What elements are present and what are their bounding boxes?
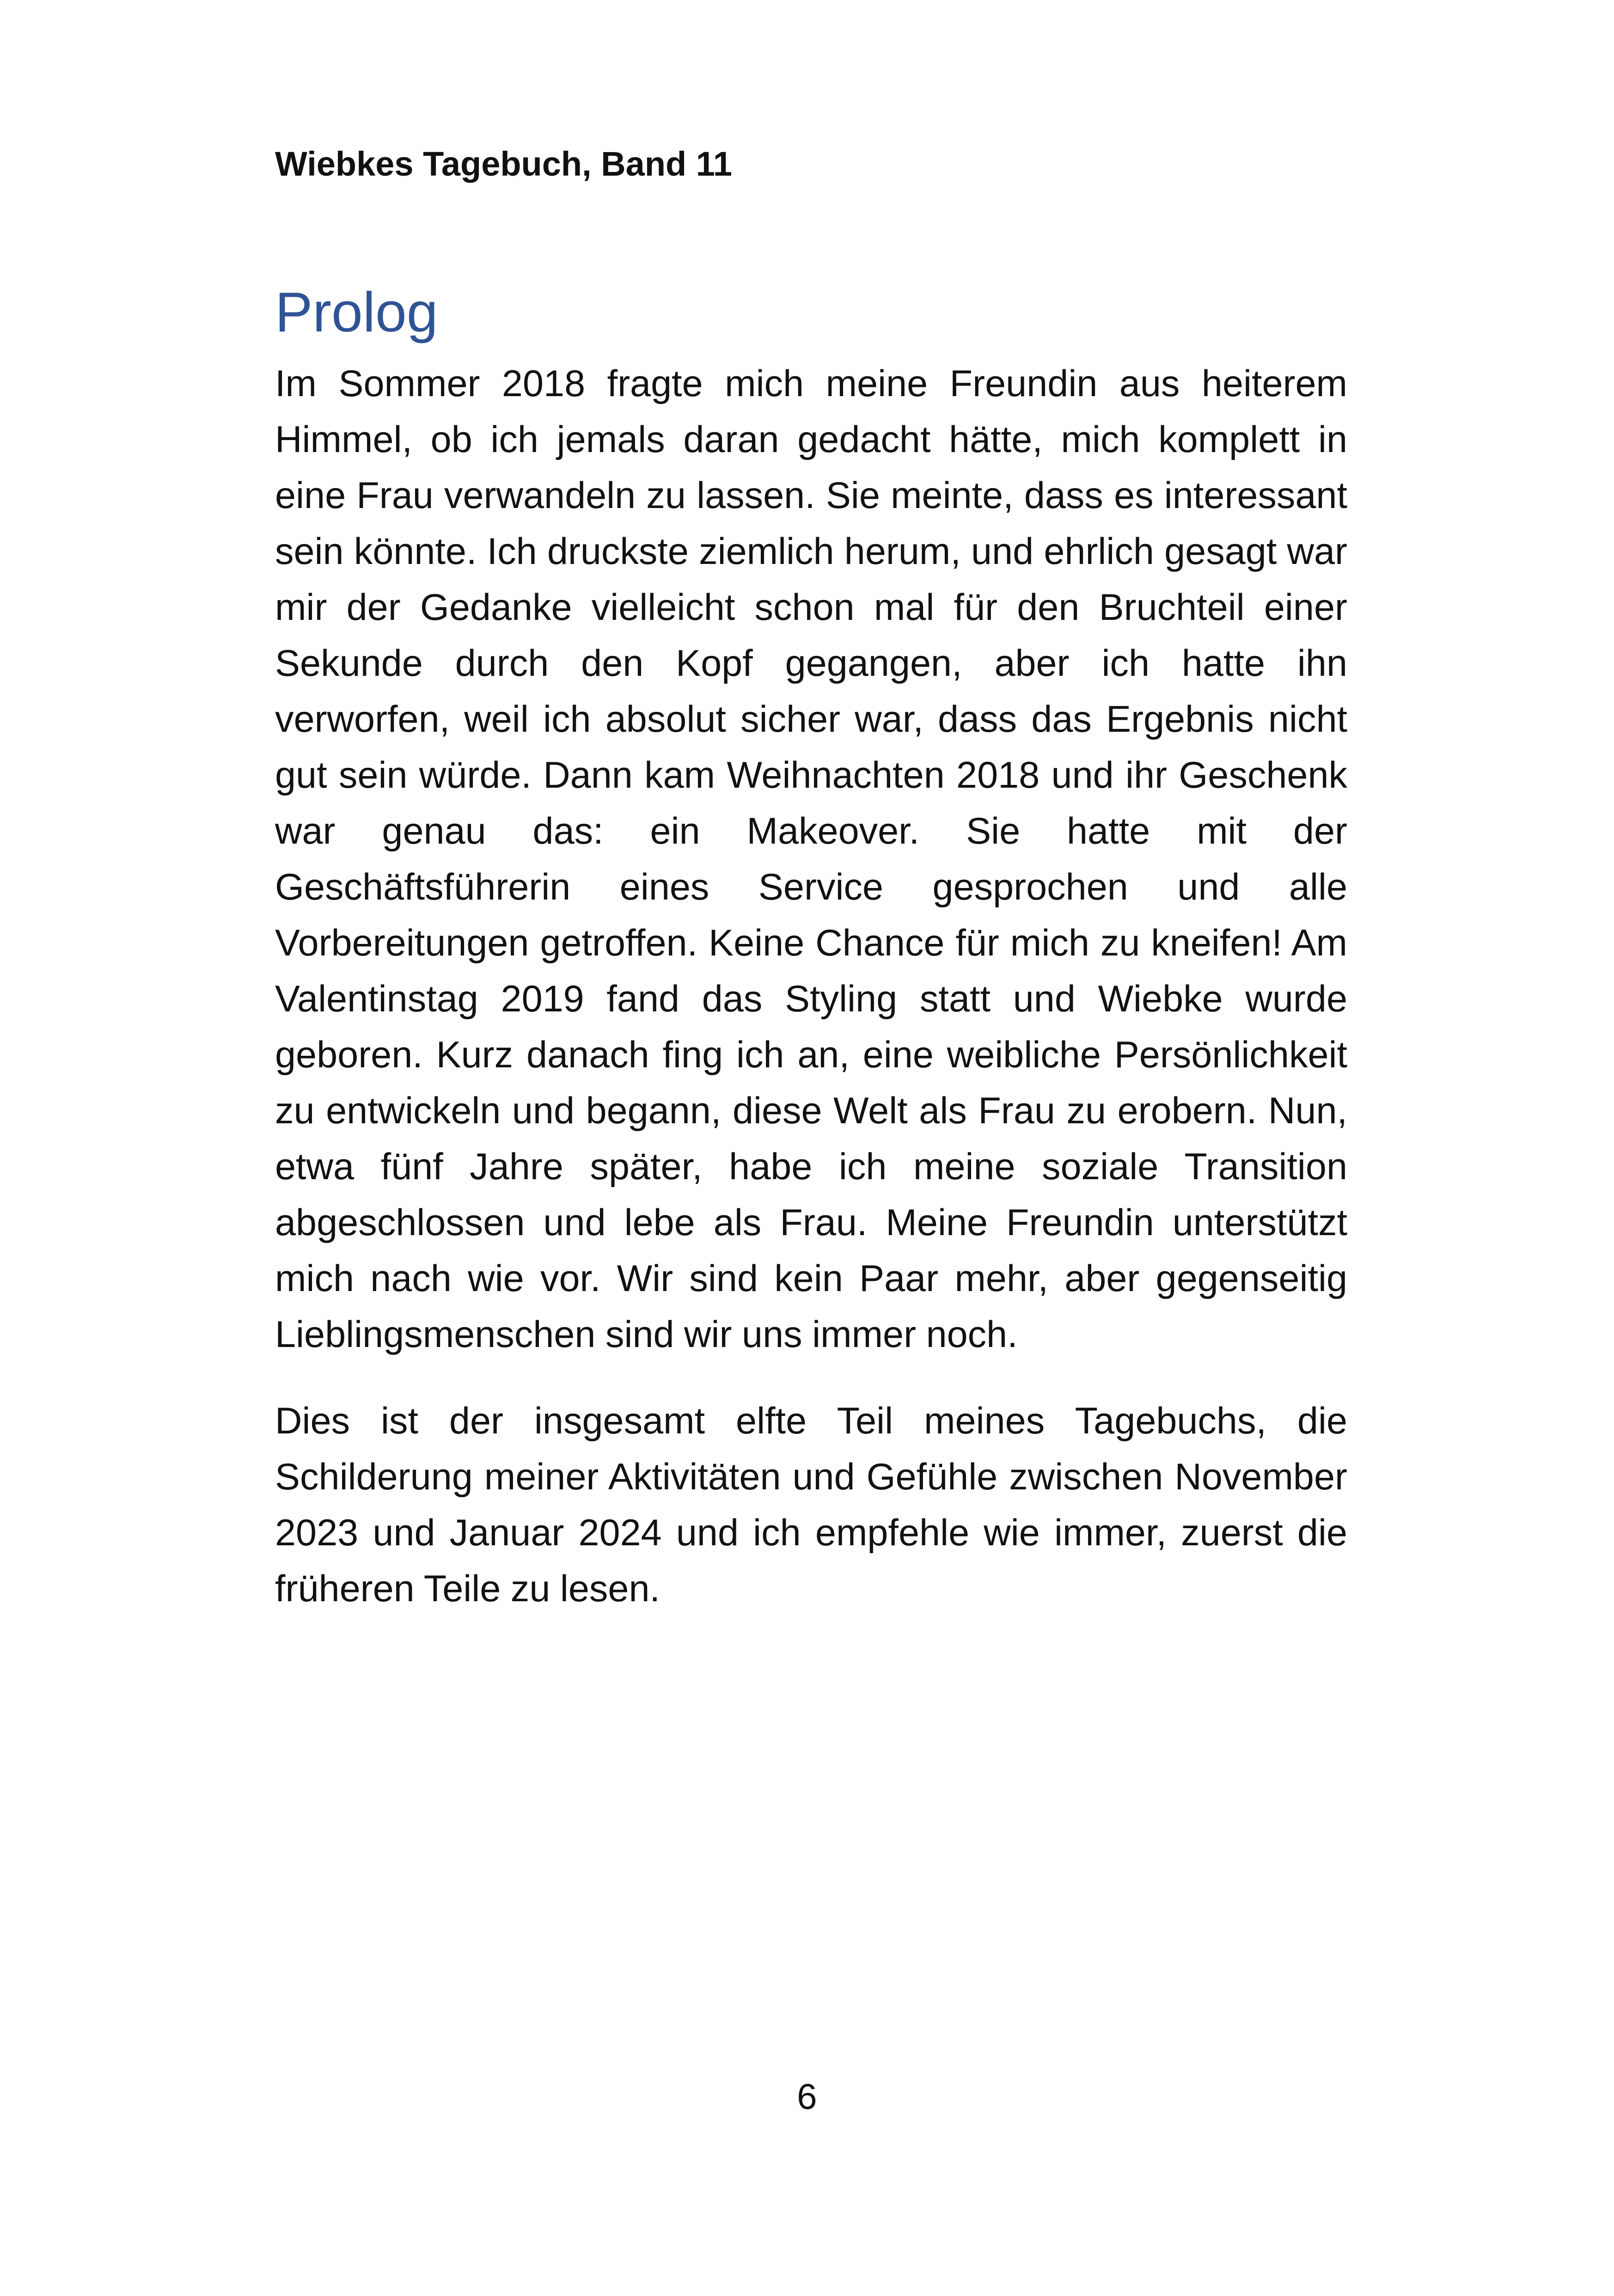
chapter-title: Prolog [275,281,438,343]
page-number: 6 [797,2076,817,2117]
chapter-body [275,356,1347,1617]
paragraph-intro: Im Sommer 2018 fragte mich meine Freundin aus heiterem Himmel, ob ich jemals daran gedacht hätte, mich komplett in eine Frau verwandeln zu lassen. Sie meinte, dass es interessant sein könnte. Ich druckste ziemlich herum, und ehrlich gesagt war mir der Gedanke vielleicht schon mal für den Bruchteil einer Sekunde durch den Kopf gegangen, aber ich hatte ihn verworfen, weil ich absolut sicher war, dass das Ergebnis nicht gut sein würde. Dann kam Weihnachten 2018 und ihr Geschenk war genau das: ein Makeover. Sie hatte mit der Geschäftsführerin eines Service gesprochen und alle Vorbereitungen getroffen. Keine Chance für mich zu kneifen! Am Valentinstag 2019 fand das Styling statt und Wiebke wurde geboren. Kurz danach fing ich an, eine weibliche Persönlichkeit zu entwickeln und begann, diese Welt als Frau zu erobern. Nun, etwa fünf Jahre später, habe ich meine soziale Transition abgeschlossen und lebe als Frau. Meine Freundin unterstützt mich nach wie vor. Wir sind kein Paar mehr, aber gegenseitig Lieblingsmenschen sind wir uns immer noch. [275,363,1347,1355]
paragraph-outlook: Dies ist der insgesamt elfte Teil meines Tagebuchs, die Schilderung meiner Aktivitäten und Gefühle zwischen November 2023 und Januar 2024 und ich empfehle wie immer, zuerst die früheren Teile zu lesen. [275,1400,1347,1610]
running-header: Wiebkes Tagebuch, Band 11 [275,145,733,183]
